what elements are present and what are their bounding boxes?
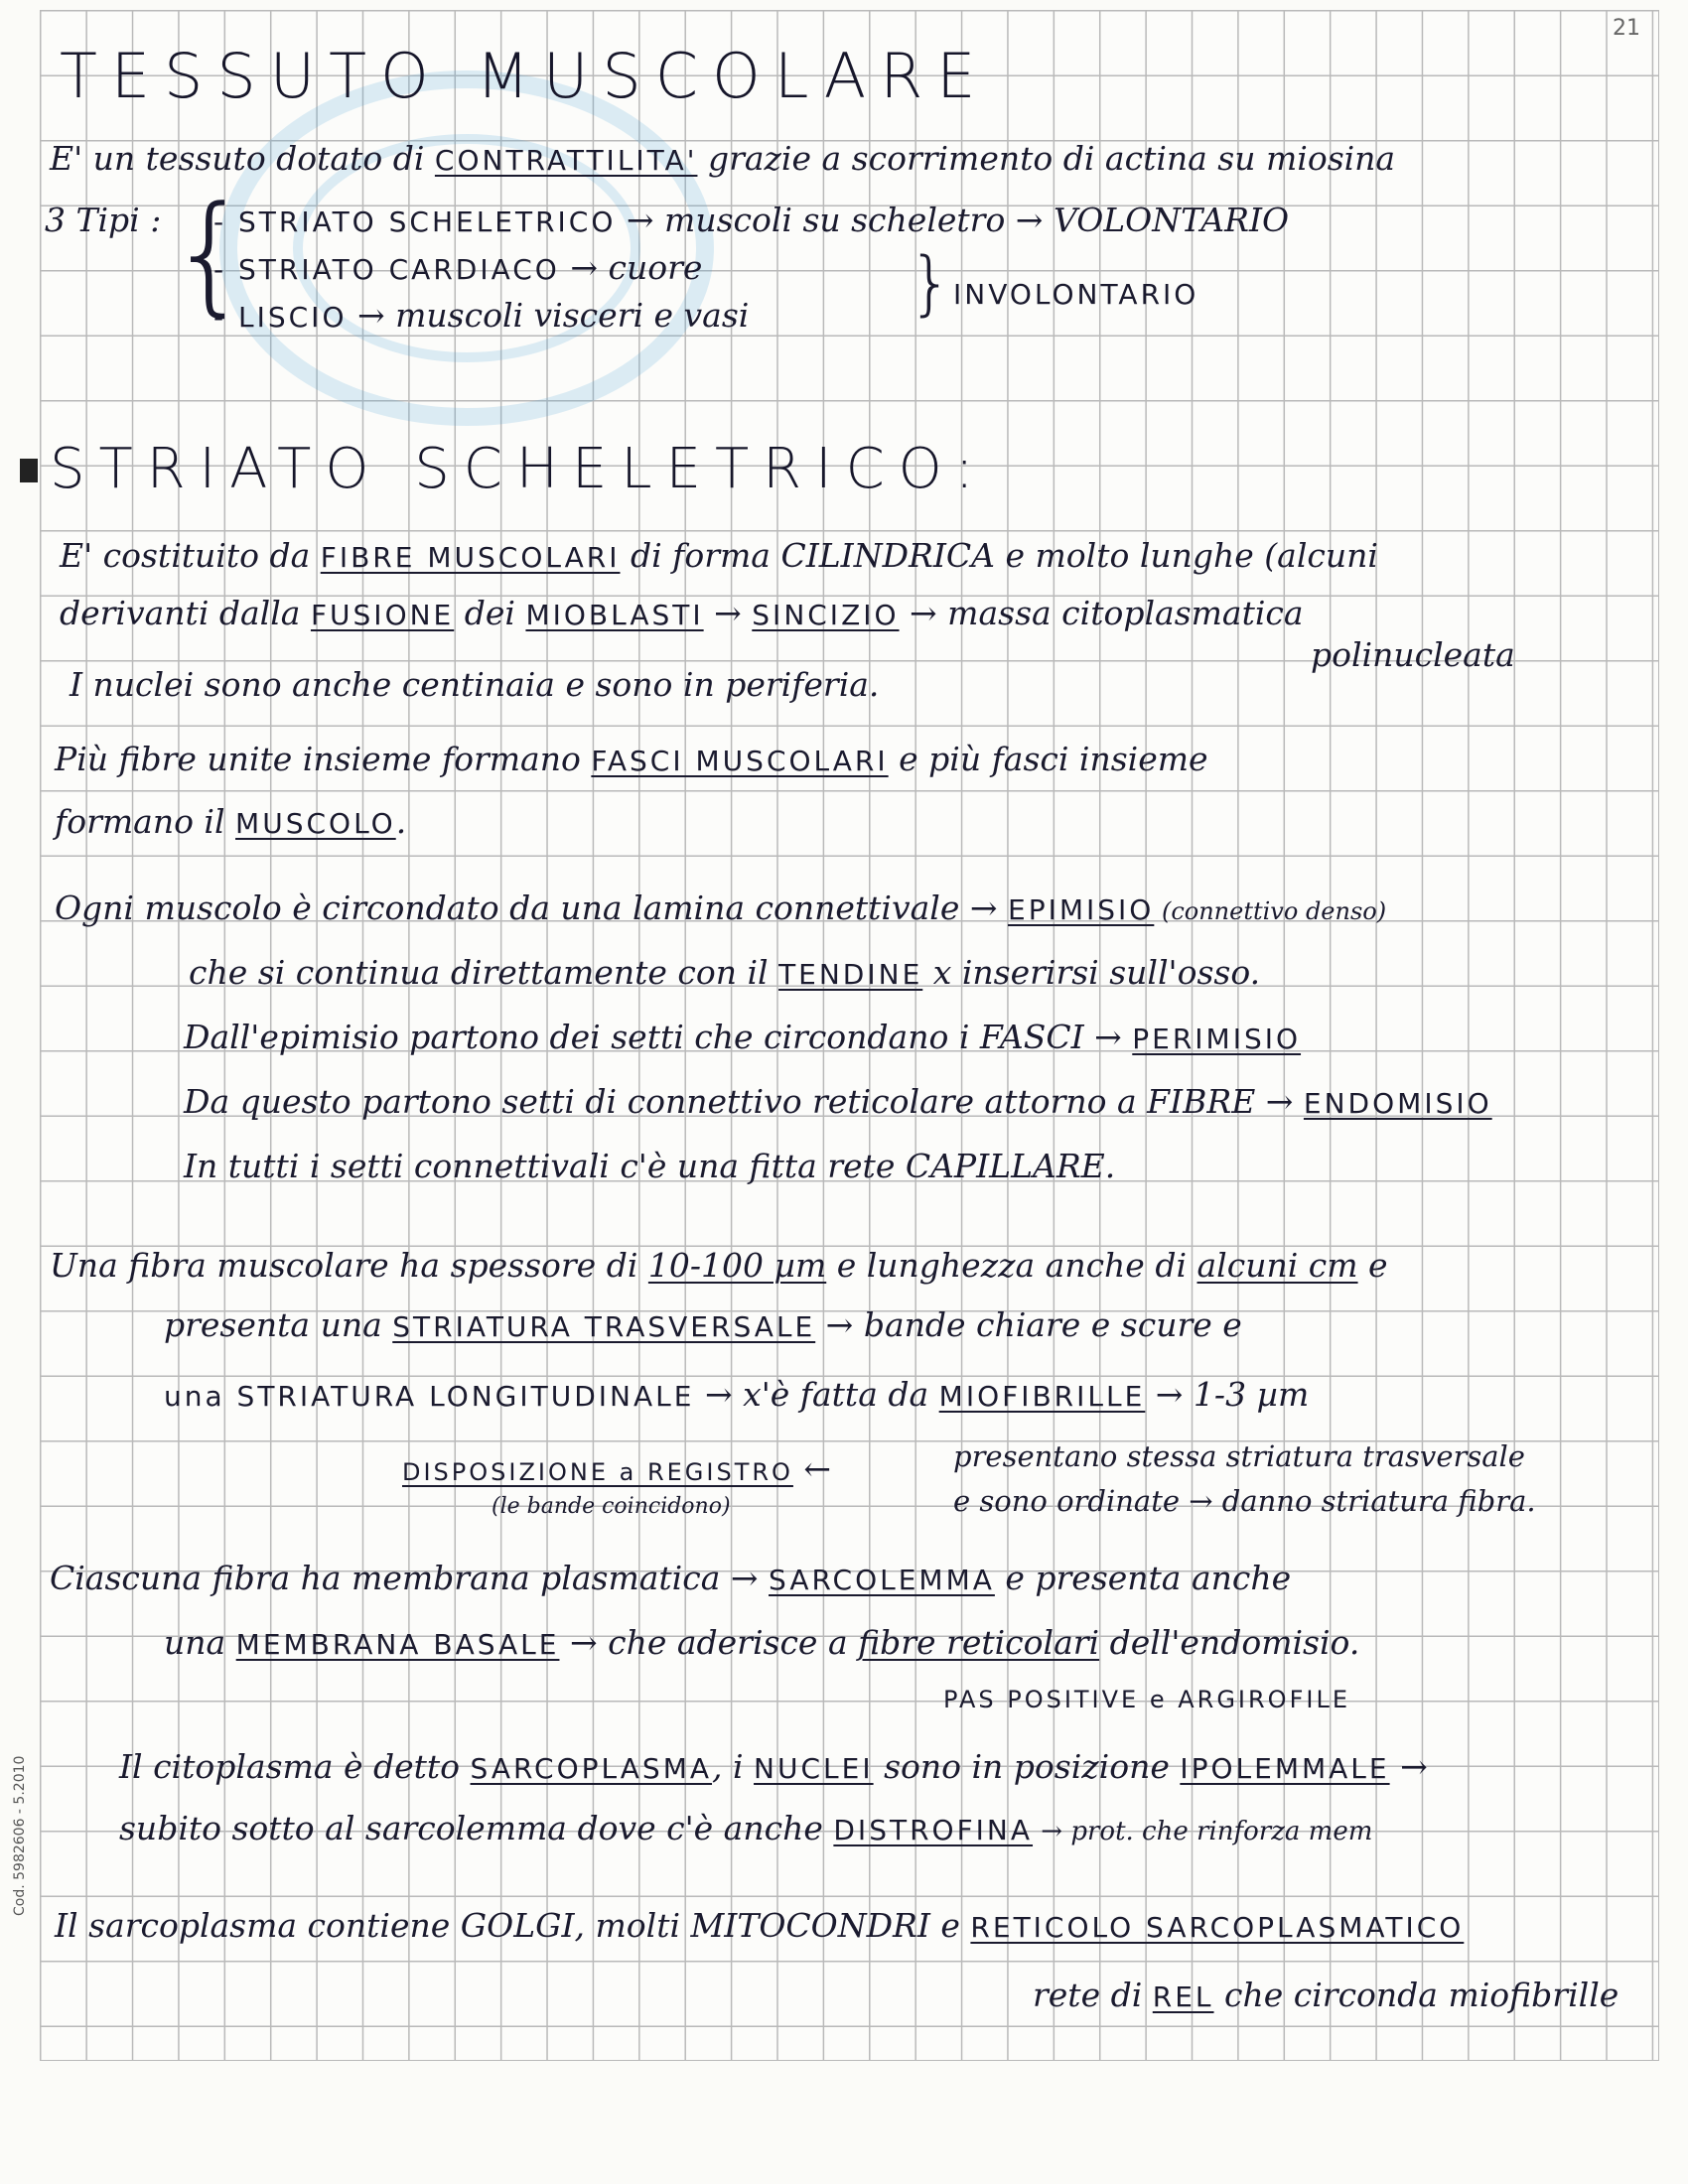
p2-line1 — [55, 740, 1208, 778]
document-code: Cod. 5982606 - 5.2010 — [12, 1755, 28, 1916]
heading-tessuto-muscolare: TESSUTO MUSCOLARE — [60, 40, 990, 112]
term-epimisio: EPIMISIO — [1008, 893, 1155, 926]
p4-line3 — [164, 1375, 1309, 1414]
arrow: → — [1389, 1747, 1428, 1786]
text: → massa citoplasmatica — [899, 594, 1304, 632]
type3-desc: → muscoli visceri e vasi — [347, 296, 750, 335]
text: dell'endomisio. — [1099, 1623, 1360, 1662]
term-distrofina: DISTROFINA — [833, 1814, 1034, 1846]
text: sono in posizione — [873, 1747, 1181, 1786]
type-striato-scheletrico — [213, 201, 1289, 239]
p4-presentano: presentano stessa striatura trasversale — [953, 1439, 1525, 1473]
text: e presenta anche — [994, 1559, 1292, 1597]
text: → 1-3 µm — [1145, 1375, 1310, 1414]
text: Più fibre unite insieme formano — [55, 740, 592, 778]
type1-name: - STRIATO SCHELETRICO — [213, 205, 617, 238]
p5-pas: PAS POSITIVE e ARGIROFILE — [943, 1686, 1350, 1713]
text: rete di — [1033, 1976, 1153, 2014]
text: derivanti dalla — [60, 594, 311, 632]
text: . — [395, 802, 407, 841]
text: subito sotto al sarcolemma dove c'è anche — [119, 1809, 834, 1847]
term-disposizione-registro: DISPOSIZIONE a REGISTRO — [402, 1458, 793, 1486]
term-sarcolemma: SARCOLEMMA — [769, 1564, 995, 1596]
p1-line1 — [60, 536, 1378, 575]
term-fibre-muscolari: FIBRE MUSCOLARI — [320, 541, 621, 574]
term-miofibrille: MIOFIBRILLE — [938, 1380, 1146, 1413]
p4-bande: (le bande coincidono) — [492, 1494, 731, 1519]
p3-line3 — [184, 1018, 1301, 1056]
text: Una fibra muscolare ha spessore di — [50, 1246, 648, 1285]
term-mioblasti: MIOBLASTI — [525, 599, 704, 631]
term-nuclei: NUCLEI — [754, 1752, 874, 1785]
text: e — [1357, 1246, 1388, 1285]
p1-polinucleata: polinucleata — [1311, 635, 1515, 674]
type1-desc: → muscoli su scheletro → VOLONTARIO — [616, 201, 1290, 239]
p6-line2 — [119, 1809, 1372, 1847]
type2-name: - STRIATO CARDIACO — [213, 253, 560, 286]
term-sarcoplasma: SARCOPLASMA — [470, 1752, 713, 1785]
term-tendine: TENDINE — [778, 958, 923, 991]
section-bullet — [20, 459, 38, 482]
page-number: 21 — [1613, 16, 1640, 41]
term-rel: REL — [1152, 1980, 1214, 2013]
text: Ogni muscolo è circondato da una lamina connettivale → — [55, 888, 1009, 927]
types-label: 3 Tipi : — [45, 201, 162, 239]
text: Il sarcoplasma contiene GOLGI, molti MITOCONDRI e — [55, 1906, 971, 1945]
text: una — [164, 1623, 236, 1662]
p1-line3: I nuclei sono anche centinaia e sono in periferia. — [70, 665, 880, 704]
p3-line1 — [55, 888, 1386, 927]
text: Il citoplasma è detto — [119, 1747, 471, 1786]
p5-line1 — [50, 1559, 1291, 1597]
text: e lunghezza anche di — [826, 1246, 1197, 1285]
value-spessore: 10-100 µm — [647, 1246, 827, 1285]
term-fibre-reticolari: fibre reticolari — [858, 1623, 1100, 1662]
term-perimisio: PERIMISIO — [1132, 1023, 1302, 1055]
term-muscolo: MUSCOLO — [235, 807, 396, 840]
text: E' costituito da — [60, 536, 321, 575]
text: → prot. che rinforza mem — [1033, 1817, 1373, 1846]
term-fusione: FUSIONE — [310, 599, 455, 631]
p4-ordinate: e sono ordinate → danno striatura fibra. — [953, 1484, 1536, 1518]
p7-line1 — [55, 1906, 1464, 1945]
arrow: ← — [792, 1449, 832, 1488]
text: presenta una — [164, 1305, 393, 1344]
term-striatura-longitudinale: una STRIATURA LONGITUDINALE — [164, 1380, 695, 1413]
text: Da questo partono setti di connettivo reticolare attorno a FIBRE → — [184, 1082, 1304, 1121]
term-reticolo-sarcoplasmatico: RETICOLO SARCOPLASMATICO — [970, 1911, 1465, 1944]
type-liscio — [213, 296, 749, 335]
text: x inserirsi sull'osso. — [922, 953, 1261, 992]
p6-line1 — [119, 1747, 1428, 1786]
text: Ciascuna fibra ha membrana plasmatica → — [50, 1559, 770, 1597]
p3-line5: In tutti i setti connettivali c'è una fitta rete CAPILLARE. — [184, 1147, 1116, 1185]
brace-left: { — [169, 178, 251, 329]
p4-disposizione — [402, 1449, 831, 1488]
p3-line2 — [189, 953, 1260, 992]
p1-line2 — [60, 594, 1304, 632]
p5-line2 — [164, 1623, 1359, 1662]
text: di forma CILINDRICA e molto lunghe (alcuni — [620, 536, 1378, 575]
type-striato-cardiaco — [213, 248, 702, 287]
text: Dall'epimisio partono dei setti che circondano i FASCI → — [184, 1018, 1133, 1056]
heading-striato-scheletrico: STRIATO SCHELETRICO: — [50, 437, 988, 501]
arrow: → — [703, 594, 753, 632]
text: → bande chiare e scure e — [815, 1305, 1242, 1344]
text: → x'è fatta da — [694, 1375, 939, 1414]
p4-line1 — [50, 1246, 1388, 1285]
text: e più fasci insieme — [888, 740, 1208, 778]
intro-text: E' un tessuto dotato di — [50, 139, 435, 178]
involontario-label: INVOLONTARIO — [953, 278, 1199, 311]
intro-line — [50, 139, 1395, 178]
p3-line4 — [184, 1082, 1492, 1121]
value-lunghezza: alcuni cm — [1196, 1246, 1358, 1285]
type2-desc: → cuore — [559, 248, 703, 287]
type3-name: - LISCIO — [213, 301, 348, 334]
term-contrattilita: CONTRATTILITA' — [434, 144, 698, 177]
p2-line2 — [55, 802, 406, 841]
text: che si continua direttamente con il — [189, 953, 779, 992]
term-ipolemmale: IPOLEMMALE — [1180, 1752, 1390, 1785]
p4-line2 — [164, 1305, 1242, 1344]
text: che circonda miofibrille — [1213, 1976, 1619, 2014]
text: , i — [712, 1747, 755, 1786]
intro-text-end: grazie a scorrimento di actina su miosina — [697, 139, 1396, 178]
text: (connettivo denso) — [1154, 897, 1387, 925]
term-endomisio: ENDOMISIO — [1303, 1087, 1492, 1120]
text: → che aderisce a — [559, 1623, 859, 1662]
term-fasci-muscolari: FASCI MUSCOLARI — [591, 745, 889, 777]
term-membrana-basale: MEMBRANA BASALE — [235, 1628, 560, 1661]
text: dei — [454, 594, 526, 632]
brace-right: } — [909, 242, 953, 324]
term-sincizio: SINCIZIO — [752, 599, 900, 631]
p7-line2 — [1033, 1976, 1618, 2014]
text: formano il — [55, 802, 236, 841]
term-striatura-trasversale: STRIATURA TRASVERSALE — [392, 1310, 816, 1343]
